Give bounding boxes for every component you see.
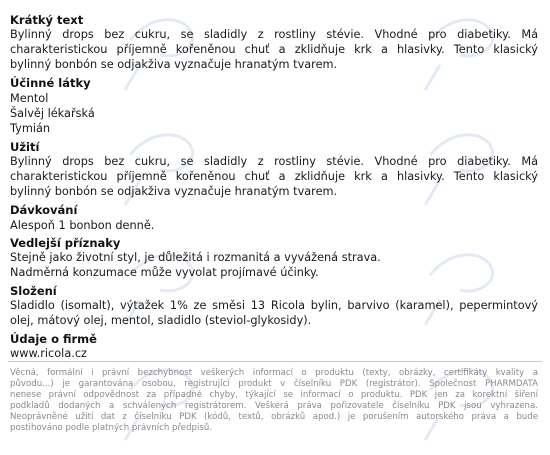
- section-line: bylinný bonbón se odjakživa vyznačuje hranatým tvarem.: [10, 58, 338, 71]
- section-line: bylinný bonbón se odjakživa vyznačuje hranatým tvarem.: [10, 185, 338, 198]
- section-title-slozeni: Složení: [10, 284, 57, 298]
- section-line: Sladidlo (isomalt), výtažek 1% ze směsi 13 Ricola bylin, barvivo (karamel), pepermintový: [10, 299, 538, 312]
- section-title-udaje-o-firme: Údaje o firmě: [10, 332, 97, 346]
- disclaimer-line: nenese právní odpovědnost za případné chyby, týkající se informací o produktu. PDK jen za korektní šíření: [10, 390, 538, 400]
- section-line: Šalvěj lékařská: [10, 107, 95, 120]
- footer-divider: [8, 361, 542, 362]
- disclaimer-line: postihováno podle platných právních předpisů.: [10, 423, 213, 433]
- section-title-uziti: Užití: [10, 140, 40, 154]
- section-line: Nadměrná konzumace může vyvolat projímavé účinky.: [10, 266, 319, 279]
- section-line: olej, mátový olej, mentol, sladidlo (steviol-glykosidy).: [10, 314, 312, 327]
- section-title-davkovani: Dávkování: [10, 203, 78, 217]
- section-line: charakteristickou příjemně kořeněnou chuť a zklidňuje krk a hlasivky. Tento klasický: [10, 43, 538, 56]
- company-website: www.ricola.cz: [10, 347, 87, 360]
- section-line: charakteristickou příjemně kořeněnou chuť a zklidňuje krk a hlasivky. Tento klasický: [10, 170, 538, 183]
- disclaimer-line: podkladů dodaných a schválených registrátorem. Veškerá práva pořizovatele číselníku PDK jsou vyhrazena.: [10, 401, 538, 411]
- section-line: Bylinný drops bez cukru, se sladidly z rostliny stévie. Vhodné pro diabetiky. Má: [10, 155, 538, 168]
- section-line: Stejně jako životní styl, je důležitá i rozmanitá a vyvážená strava.: [10, 251, 381, 264]
- disclaimer-line: původu...) je garantována osobou, registrující produkt v číselníku PDK (registrátor). Společnost PHARMDATA: [10, 379, 538, 389]
- section-line: Mentol: [10, 92, 49, 105]
- disclaimer-line: Neoprávněné užití dat z číselníku PDK (kódů, textů, obrázků apod.) je porušením autorského práva a bude: [10, 412, 538, 422]
- section-line: Alespoň 1 bonbon denně.: [10, 219, 155, 232]
- section-title-kratky-text: Krátký text: [10, 13, 84, 27]
- section-line: Bylinný drops bez cukru, se sladidly z rostliny stévie. Vhodné pro diabetiky. Má: [10, 28, 538, 41]
- disclaimer-line: Věcná, formální i právní bezchybnost veškerých informací o produktu (texty, obrázky, certifikáty kvality a: [10, 368, 538, 378]
- section-line: Tymián: [10, 122, 51, 135]
- section-title-vedlejsi-priznaky: Vedlejší příznaky: [10, 236, 121, 250]
- section-title-ucinne-latky: Účinné látky: [10, 76, 91, 90]
